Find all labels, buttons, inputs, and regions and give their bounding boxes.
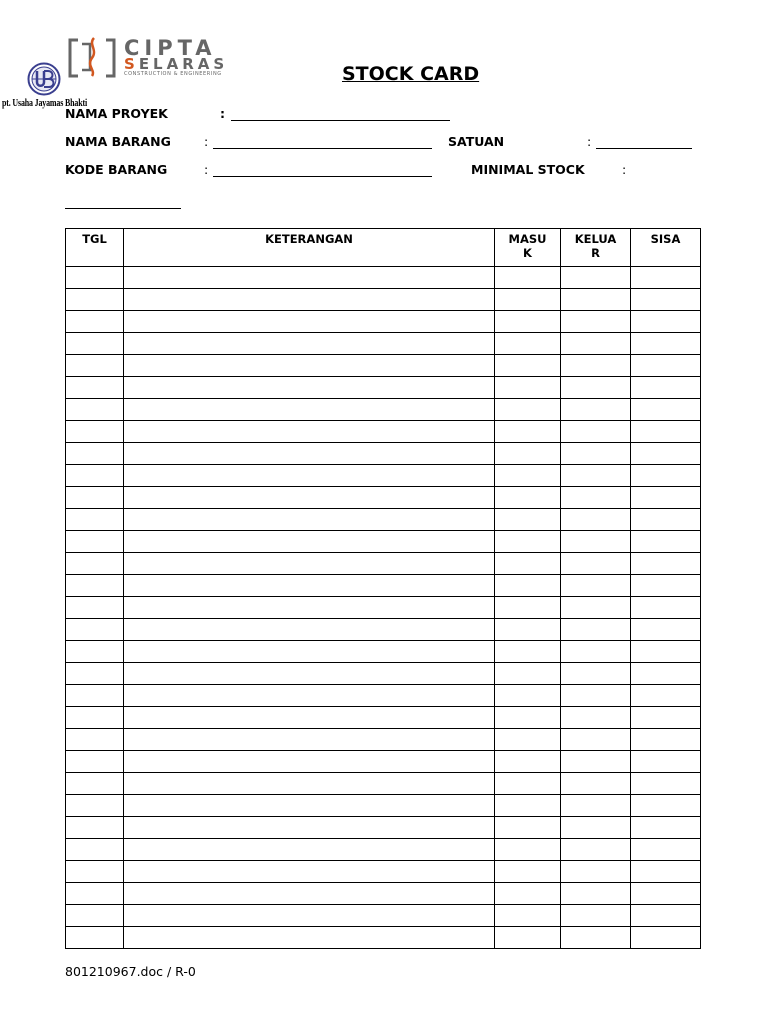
table-row <box>66 751 701 773</box>
nama-proyek-line[interactable] <box>231 120 450 121</box>
keterangan-cell[interactable] <box>124 795 495 817</box>
sisa-cell[interactable] <box>631 553 701 575</box>
keterangan-cell[interactable] <box>124 355 495 377</box>
sisa-cell[interactable] <box>631 597 701 619</box>
keluar-cell[interactable] <box>561 839 631 861</box>
satuan-line[interactable] <box>596 148 692 149</box>
table-row <box>66 355 701 377</box>
masuk-cell[interactable] <box>495 465 561 487</box>
keluar-cell[interactable] <box>561 399 631 421</box>
table-row <box>66 267 701 289</box>
keluar-cell[interactable] <box>561 883 631 905</box>
masuk-cell[interactable] <box>495 267 561 289</box>
sisa-cell[interactable] <box>631 421 701 443</box>
masuk-cell[interactable] <box>495 795 561 817</box>
tgl-cell[interactable] <box>66 729 124 751</box>
keterangan-cell[interactable] <box>124 773 495 795</box>
sisa-cell[interactable] <box>631 487 701 509</box>
keterangan-cell[interactable] <box>124 641 495 663</box>
table-row <box>66 509 701 531</box>
table-row <box>66 575 701 597</box>
masuk-cell[interactable] <box>495 333 561 355</box>
sisa-cell[interactable] <box>631 685 701 707</box>
tgl-cell[interactable] <box>66 839 124 861</box>
nama-barang-label: NAMA BARANG <box>65 134 171 149</box>
masuk-cell[interactable] <box>495 311 561 333</box>
sisa-cell[interactable] <box>631 377 701 399</box>
masuk-cell[interactable] <box>495 289 561 311</box>
sisa-cell[interactable] <box>631 509 701 531</box>
table-row <box>66 795 701 817</box>
table-row <box>66 861 701 883</box>
tgl-cell[interactable] <box>66 751 124 773</box>
sisa-cell[interactable] <box>631 773 701 795</box>
keterangan-cell[interactable] <box>124 465 495 487</box>
nama-barang-line[interactable] <box>213 148 432 149</box>
sisa-cell[interactable] <box>631 861 701 883</box>
masuk-cell[interactable] <box>495 553 561 575</box>
masuk-cell[interactable] <box>495 531 561 553</box>
kode-barang-line[interactable] <box>213 176 432 177</box>
table-row <box>66 773 701 795</box>
keluar-cell[interactable] <box>561 333 631 355</box>
sisa-cell[interactable] <box>631 751 701 773</box>
tgl-cell[interactable] <box>66 311 124 333</box>
keluar-cell[interactable] <box>561 773 631 795</box>
keluar-cell[interactable] <box>561 861 631 883</box>
keluar-cell[interactable] <box>561 927 631 949</box>
tgl-cell[interactable] <box>66 707 124 729</box>
masuk-cell[interactable] <box>495 861 561 883</box>
tgl-cell[interactable] <box>66 333 124 355</box>
sisa-cell[interactable] <box>631 575 701 597</box>
selaras-rest: ELARAS <box>138 55 229 73</box>
tgl-cell[interactable] <box>66 905 124 927</box>
table-row <box>66 553 701 575</box>
sisa-cell[interactable] <box>631 443 701 465</box>
keluar-cell[interactable] <box>561 619 631 641</box>
table-row <box>66 927 701 949</box>
tgl-cell[interactable] <box>66 377 124 399</box>
table-row <box>66 487 701 509</box>
keterangan-cell[interactable] <box>124 509 495 531</box>
masuk-cell[interactable] <box>495 883 561 905</box>
masuk-cell[interactable] <box>495 707 561 729</box>
keterangan-cell[interactable] <box>124 729 495 751</box>
document-title: STOCK CARD <box>342 63 480 85</box>
tgl-cell[interactable] <box>66 685 124 707</box>
sisa-cell[interactable] <box>631 905 701 927</box>
masuk-cell[interactable] <box>495 905 561 927</box>
keluar-cell[interactable] <box>561 575 631 597</box>
sisa-cell[interactable] <box>631 333 701 355</box>
sisa-cell[interactable] <box>631 531 701 553</box>
minimal-stock-line[interactable] <box>65 208 181 209</box>
keterangan-cell[interactable] <box>124 289 495 311</box>
keluar-cell[interactable] <box>561 311 631 333</box>
sisa-cell[interactable] <box>631 355 701 377</box>
tgl-cell[interactable] <box>66 399 124 421</box>
table-row <box>66 839 701 861</box>
masuk-cell[interactable] <box>495 355 561 377</box>
cipta-word: CIPTA <box>124 36 217 60</box>
keterangan-cell[interactable] <box>124 707 495 729</box>
keluar-cell[interactable] <box>561 465 631 487</box>
keluar-cell[interactable] <box>561 817 631 839</box>
sisa-cell[interactable] <box>631 289 701 311</box>
masuk-cell[interactable] <box>495 729 561 751</box>
keluar-cell[interactable] <box>561 663 631 685</box>
sisa-cell[interactable] <box>631 465 701 487</box>
tgl-cell[interactable] <box>66 817 124 839</box>
sisa-cell[interactable] <box>631 663 701 685</box>
tgl-cell[interactable] <box>66 619 124 641</box>
table-row <box>66 443 701 465</box>
tgl-cell[interactable] <box>66 663 124 685</box>
tgl-cell[interactable] <box>66 773 124 795</box>
masuk-cell[interactable] <box>495 817 561 839</box>
keluar-line1: KELUA <box>574 232 617 246</box>
table-row <box>66 817 701 839</box>
keluar-cell[interactable] <box>561 641 631 663</box>
keluar-cell[interactable] <box>561 421 631 443</box>
sisa-cell[interactable] <box>631 817 701 839</box>
keterangan-cell[interactable] <box>124 685 495 707</box>
cipta-selaras-mark-icon <box>68 36 116 78</box>
keluar-cell[interactable] <box>561 443 631 465</box>
table-row <box>66 641 701 663</box>
stock-table-body <box>66 267 701 949</box>
keluar-cell[interactable] <box>561 377 631 399</box>
keterangan-cell[interactable] <box>124 443 495 465</box>
satuan-label: SATUAN <box>448 134 505 149</box>
keterangan-cell[interactable] <box>124 399 495 421</box>
table-row <box>66 685 701 707</box>
tgl-cell[interactable] <box>66 509 124 531</box>
column-header-tgl: TGL <box>66 229 124 267</box>
cipta-selaras-logo <box>68 36 228 80</box>
stock-table <box>65 228 701 949</box>
cipta-selaras-tagline: CONSTRUCTION & ENGINEERING <box>124 71 222 77</box>
keterangan-cell[interactable] <box>124 927 495 949</box>
table-row <box>66 597 701 619</box>
masuk-cell[interactable] <box>495 597 561 619</box>
keluar-cell[interactable] <box>561 531 631 553</box>
column-header-sisa: SISA <box>631 229 701 267</box>
keterangan-cell[interactable] <box>124 905 495 927</box>
masuk-line1: MASU <box>508 232 547 246</box>
sisa-cell[interactable] <box>631 927 701 949</box>
tgl-cell[interactable] <box>66 267 124 289</box>
minimal-stock-colon: : <box>622 162 627 177</box>
table-row <box>66 289 701 311</box>
column-header-masuk <box>495 229 561 267</box>
table-row <box>66 729 701 751</box>
masuk-cell[interactable] <box>495 421 561 443</box>
table-row <box>66 883 701 905</box>
kode-barang-label: KODE BARANG <box>65 162 168 177</box>
sisa-cell[interactable] <box>631 795 701 817</box>
keluar-cell[interactable] <box>561 355 631 377</box>
tgl-cell[interactable] <box>66 465 124 487</box>
sisa-cell[interactable] <box>631 729 701 751</box>
masuk-cell[interactable] <box>495 443 561 465</box>
tgl-cell[interactable] <box>66 575 124 597</box>
tgl-cell[interactable] <box>66 927 124 949</box>
masuk-cell[interactable] <box>495 773 561 795</box>
nama-proyek-label: NAMA PROYEK <box>65 106 168 121</box>
table-row <box>66 905 701 927</box>
keluar-cell[interactable] <box>561 553 631 575</box>
sisa-cell[interactable] <box>631 619 701 641</box>
table-row <box>66 311 701 333</box>
keterangan-cell[interactable] <box>124 663 495 685</box>
tgl-cell[interactable] <box>66 421 124 443</box>
sisa-cell[interactable] <box>631 399 701 421</box>
usaha-jayamas-emblem-icon <box>27 62 61 96</box>
masuk-cell[interactable] <box>495 487 561 509</box>
company-name: pt. Usaha Jayamas Bhakti <box>2 97 88 109</box>
selaras-initial: S <box>124 55 139 73</box>
sisa-cell[interactable] <box>631 267 701 289</box>
tgl-cell[interactable] <box>66 795 124 817</box>
keterangan-cell[interactable] <box>124 267 495 289</box>
masuk-cell[interactable] <box>495 377 561 399</box>
keluar-cell[interactable] <box>561 685 631 707</box>
keluar-cell[interactable] <box>561 267 631 289</box>
column-header-keterangan: KETERANGAN <box>124 229 495 267</box>
keterangan-cell[interactable] <box>124 377 495 399</box>
keterangan-cell[interactable] <box>124 597 495 619</box>
keluar-cell[interactable] <box>561 289 631 311</box>
masuk-cell[interactable] <box>495 575 561 597</box>
table-row <box>66 465 701 487</box>
tgl-cell[interactable] <box>66 443 124 465</box>
table-row <box>66 377 701 399</box>
keterangan-cell[interactable] <box>124 311 495 333</box>
keterangan-cell[interactable] <box>124 619 495 641</box>
kode-barang-colon: : <box>204 162 209 177</box>
keterangan-cell[interactable] <box>124 839 495 861</box>
keterangan-cell[interactable] <box>124 333 495 355</box>
tgl-cell[interactable] <box>66 289 124 311</box>
nama-barang-colon: : <box>204 134 209 149</box>
sisa-cell[interactable] <box>631 311 701 333</box>
masuk-line2: K <box>523 246 532 260</box>
keterangan-cell[interactable] <box>124 861 495 883</box>
keluar-cell[interactable] <box>561 729 631 751</box>
table-row <box>66 421 701 443</box>
table-row <box>66 663 701 685</box>
tgl-cell[interactable] <box>66 355 124 377</box>
tgl-cell[interactable] <box>66 861 124 883</box>
satuan-colon: : <box>587 134 592 149</box>
table-header-row <box>66 229 701 267</box>
tgl-cell[interactable] <box>66 641 124 663</box>
tgl-cell[interactable] <box>66 597 124 619</box>
minimal-stock-label: MINIMAL STOCK <box>471 162 585 177</box>
table-row <box>66 531 701 553</box>
keterangan-cell[interactable] <box>124 421 495 443</box>
table-row <box>66 333 701 355</box>
keluar-cell[interactable] <box>561 597 631 619</box>
keluar-line2: R <box>591 246 600 260</box>
keluar-cell[interactable] <box>561 751 631 773</box>
keterangan-cell[interactable] <box>124 531 495 553</box>
keterangan-cell[interactable] <box>124 883 495 905</box>
sisa-cell[interactable] <box>631 839 701 861</box>
tgl-cell[interactable] <box>66 531 124 553</box>
masuk-cell[interactable] <box>495 509 561 531</box>
keterangan-cell[interactable] <box>124 817 495 839</box>
keluar-cell[interactable] <box>561 487 631 509</box>
masuk-cell[interactable] <box>495 641 561 663</box>
column-header-keluar <box>561 229 631 267</box>
masuk-cell[interactable] <box>495 927 561 949</box>
keterangan-cell[interactable] <box>124 487 495 509</box>
table-row <box>66 399 701 421</box>
keterangan-cell[interactable] <box>124 575 495 597</box>
keluar-cell[interactable] <box>561 795 631 817</box>
tgl-cell[interactable] <box>66 553 124 575</box>
masuk-cell[interactable] <box>495 751 561 773</box>
masuk-cell[interactable] <box>495 619 561 641</box>
masuk-cell[interactable] <box>495 663 561 685</box>
table-row <box>66 707 701 729</box>
masuk-cell[interactable] <box>495 685 561 707</box>
tgl-cell[interactable] <box>66 487 124 509</box>
keluar-cell[interactable] <box>561 707 631 729</box>
keterangan-cell[interactable] <box>124 553 495 575</box>
masuk-cell[interactable] <box>495 839 561 861</box>
table-row <box>66 619 701 641</box>
keterangan-cell[interactable] <box>124 751 495 773</box>
sisa-cell[interactable] <box>631 707 701 729</box>
keluar-cell[interactable] <box>561 509 631 531</box>
document-reference: 801210967.doc / R-0 <box>65 964 196 979</box>
masuk-cell[interactable] <box>495 399 561 421</box>
sisa-cell[interactable] <box>631 883 701 905</box>
tgl-cell[interactable] <box>66 883 124 905</box>
keluar-cell[interactable] <box>561 905 631 927</box>
nama-proyek-colon: : <box>220 106 225 121</box>
sisa-cell[interactable] <box>631 641 701 663</box>
